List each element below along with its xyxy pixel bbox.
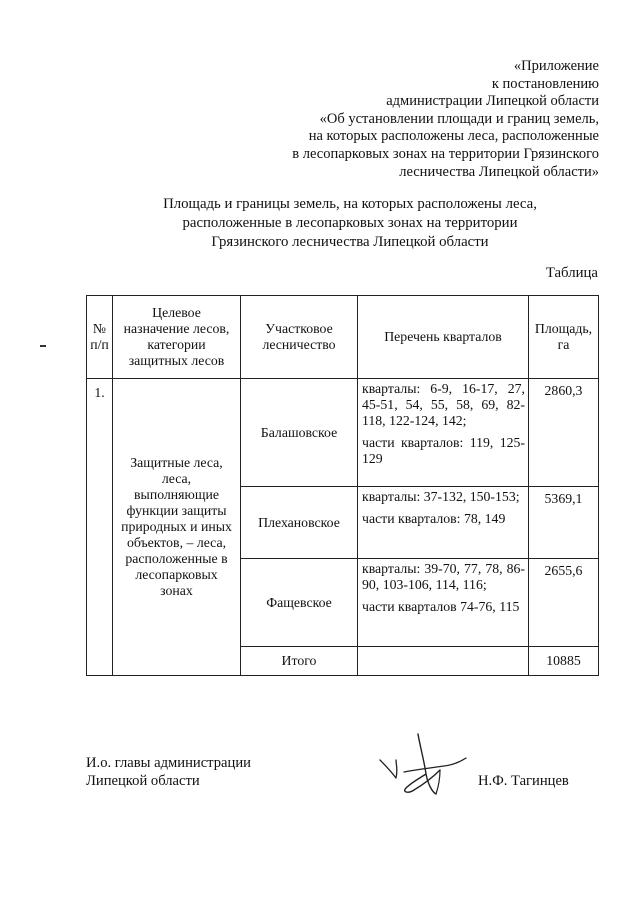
header-forestry: Участковое лесничество [241, 296, 358, 379]
position-line: Липецкой области [86, 772, 200, 789]
title-line: расположенные в лесопарковых зонах на территории [182, 215, 518, 231]
header-purpose: Целевое назначение лесов, категории защитных лесов [113, 296, 241, 379]
quarters-list [358, 379, 529, 487]
appendix-line: к постановлению [491, 75, 599, 92]
area-value: 5369,1 [529, 487, 599, 559]
quarters-parts: части кварталов: 119, 125-129 [362, 435, 525, 466]
appendix-line: лесничества Липецкой области» [399, 163, 599, 180]
table-caption: Таблица [545, 265, 598, 281]
handwritten-signature-icon [374, 730, 470, 807]
forestry-name: Плехановское [241, 487, 358, 559]
quarters-full: кварталы: 6-9, 16-17, 27, 45-51, 54, 55, 58, 69, 82-118, 122-124, 142; [362, 381, 525, 428]
table-row [87, 379, 599, 487]
appendix-line: на которых расположены леса, расположенные [308, 128, 599, 145]
row-number: 1. [87, 379, 113, 676]
appendix-line: «Об установлении площади и границ земель, [319, 110, 599, 127]
forestry-name: Балашовское [241, 379, 358, 487]
appendix-line: «Приложение [513, 58, 599, 74]
area-value: 2655,6 [529, 559, 599, 647]
quarters-list [358, 559, 529, 647]
title-line: Площадь и границы земель, на которых расположены леса, [163, 196, 537, 212]
table-header-row [87, 296, 599, 379]
header-quarters: Перечень кварталов [358, 296, 529, 379]
quarters-parts: части кварталов 74-76, 115 [362, 599, 520, 614]
quarters-list [358, 487, 529, 559]
total-label: Итого [241, 647, 358, 676]
appendix-line: администрации Липецкой области [386, 93, 599, 110]
total-area: 10885 [529, 647, 599, 676]
document-title [110, 195, 590, 252]
quarters-parts: части кварталов: 78, 149 [362, 511, 506, 526]
header-number: № п/п [87, 296, 113, 379]
signer-name: Н.Ф. Тагинцев [478, 773, 569, 789]
signatory-position [86, 755, 251, 790]
lands-table [86, 295, 599, 676]
quarters-full: кварталы: 39-70, 77, 78, 86-90, 103-106, 114, 116; [362, 561, 525, 592]
purpose-cell: Защитные леса, леса, выполняющие функции защиты природных и иных объектов, – леса, расположенные в лесопарковых зонах [113, 379, 241, 676]
margin-dash [40, 345, 46, 347]
appendix-header [292, 58, 599, 181]
forestry-name: Фащевское [241, 559, 358, 647]
title-line: Грязинского лесничества Липецкой области [211, 234, 489, 250]
quarters-full: кварталы: 37-132, 150-153; [362, 489, 520, 504]
appendix-line: в лесопарковых зонах на территории Грязинского [292, 145, 599, 162]
header-area: Площадь, га [529, 296, 599, 379]
total-quarters-empty [358, 647, 529, 676]
position-line: И.о. главы администрации [86, 755, 251, 771]
area-value: 2860,3 [529, 379, 599, 487]
